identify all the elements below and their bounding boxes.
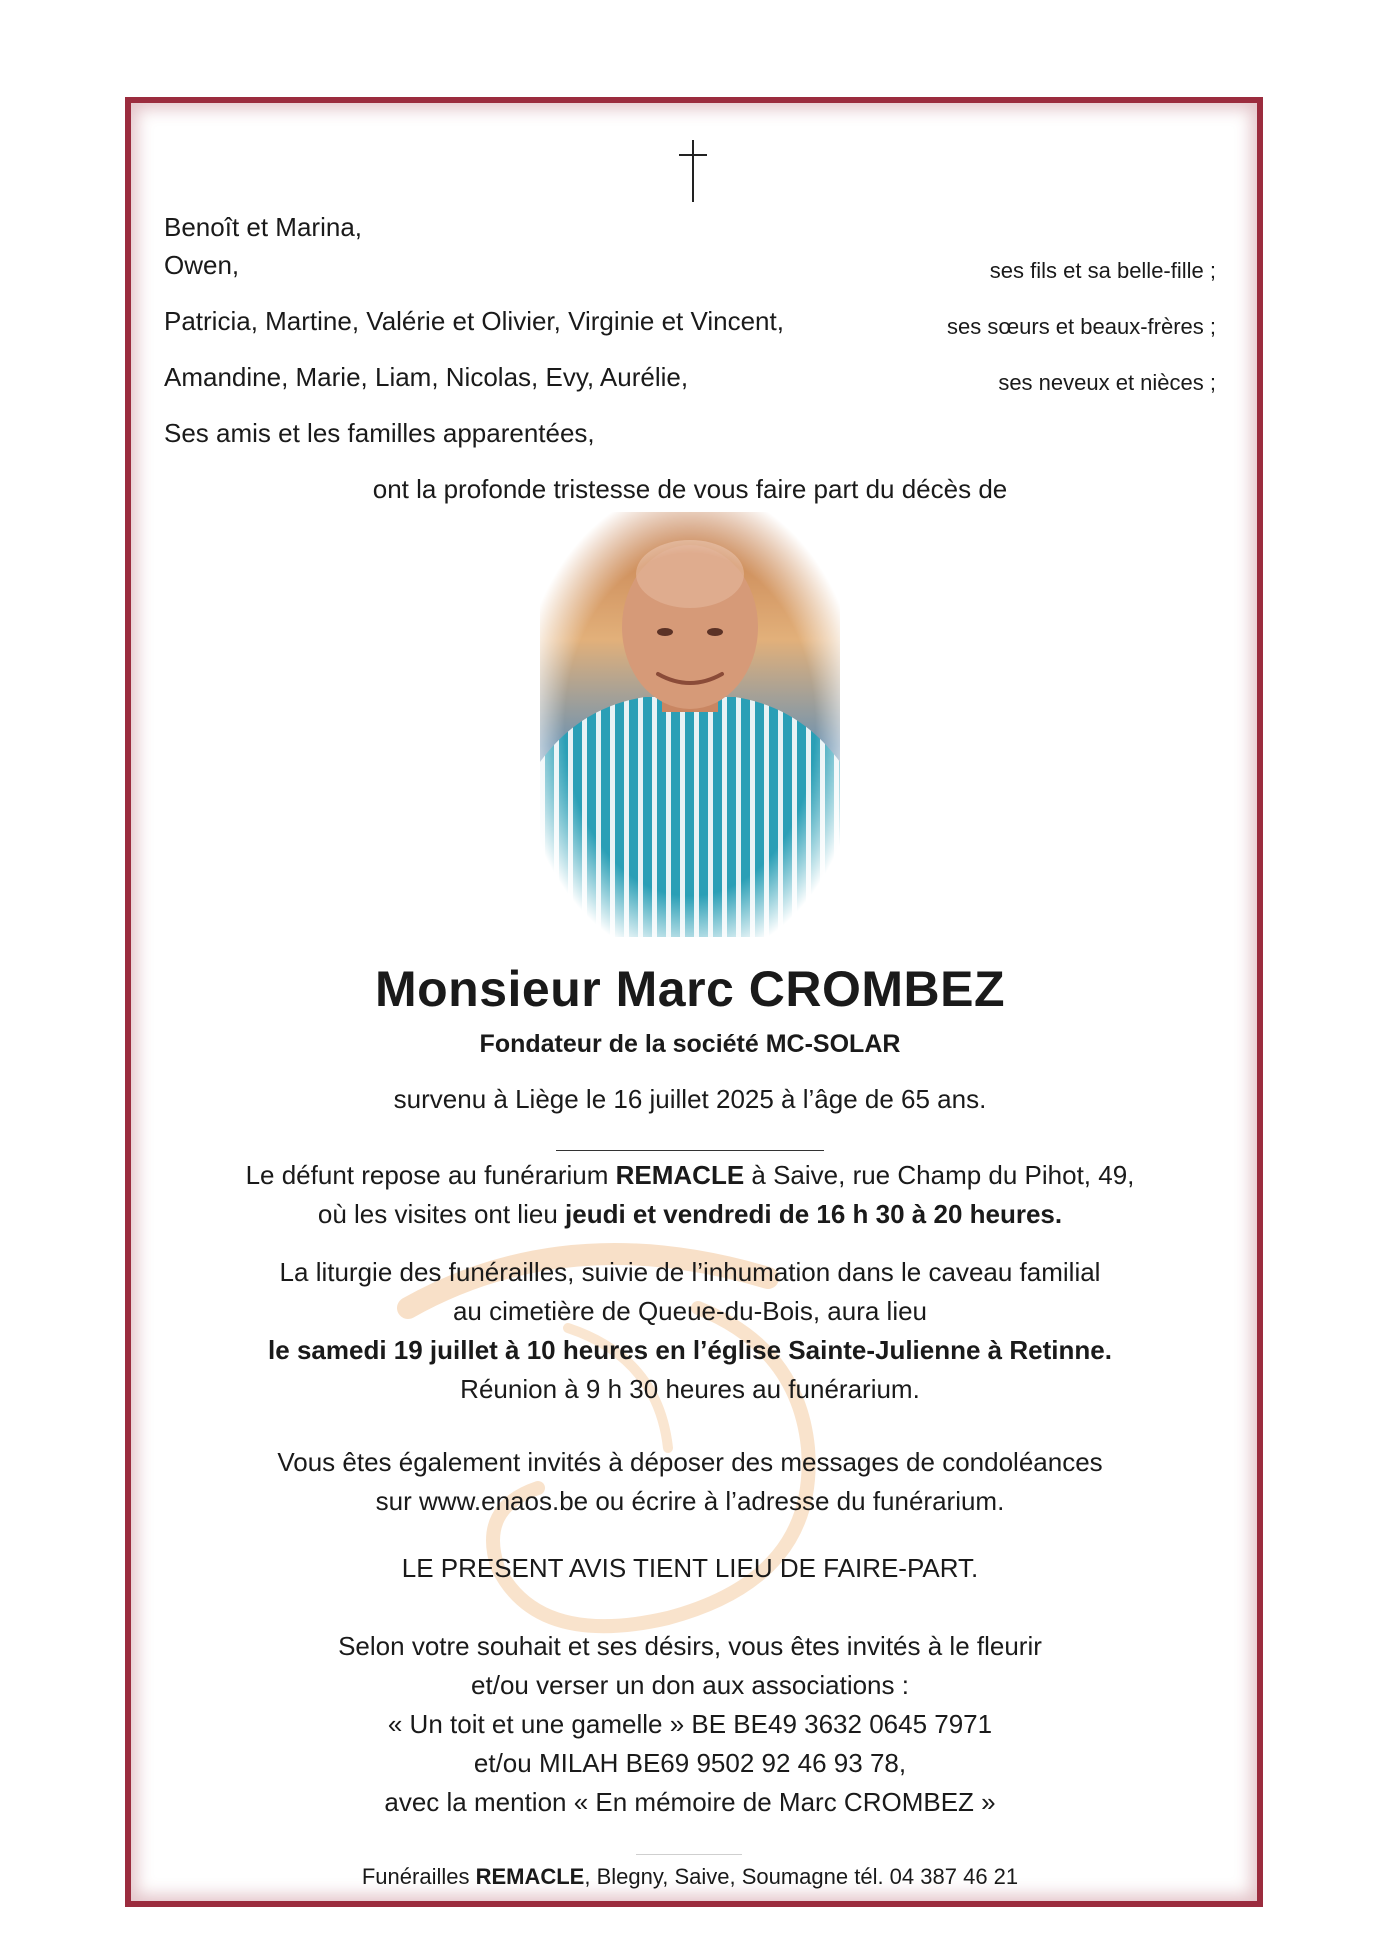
family-row <box>164 212 1216 252</box>
funeral-home-name: REMACLE <box>615 1160 745 1190</box>
ceremony-datetime-text: le samedi 19 juillet à 10 heures en l’église Sainte-Julienne à Retinne. <box>268 1335 1112 1365</box>
visitation-text: Le défunt repose au funérarium <box>245 1160 616 1190</box>
donations-line: et/ou verser un don aux associations : <box>471 1670 909 1700</box>
condolences-line: sur www.enaos.be ou écrire à l’adresse du funérarium. <box>375 1486 1005 1516</box>
family-relation: ses sœurs et beaux-frères ; <box>947 314 1216 339</box>
notice-text: LE PRESENT AVIS TIENT LIEU DE FAIRE-PART. <box>401 1553 979 1583</box>
divider <box>556 1150 824 1151</box>
footer-text: Funérailles <box>361 1864 476 1889</box>
cross-icon <box>678 138 708 204</box>
visitation-line <box>164 1160 1216 1191</box>
visitation-text: où les visites ont lieu <box>317 1199 566 1229</box>
family-names: Amandine, Marie, Liam, Nicolas, Evy, Aurélie, <box>164 362 689 392</box>
deceased-name: Monsieur Marc CROMBEZ <box>374 961 1005 1017</box>
visitation-hours-line <box>164 1199 1216 1230</box>
family-row <box>164 250 1216 290</box>
deceased-title: Fondateur de la société MC-SOLAR <box>479 1030 901 1058</box>
family-names: Benoît et Marina, <box>164 212 362 242</box>
death-info: survenu à Liège le 16 juillet 2025 à l’âge de 65 ans. <box>393 1084 987 1114</box>
donations-line: Selon votre souhait et ses désirs, vous êtes invités à le fleurir <box>338 1631 1042 1661</box>
footer-contact: , Blegny, Saive, Soumagne tél. 04 387 46 21 <box>584 1864 1019 1889</box>
footer <box>164 1864 1216 1890</box>
donations-line: avec la mention « En mémoire de Marc CROMBEZ » <box>384 1787 996 1817</box>
footer-divider <box>636 1854 742 1855</box>
family-row <box>164 362 1216 402</box>
ceremony-line: Réunion à 9 h 30 heures au funérarium. <box>460 1374 920 1404</box>
family-relation: ses fils et sa belle-fille ; <box>989 258 1216 283</box>
family-row <box>164 418 1216 458</box>
family-names: Patricia, Martine, Valérie et Olivier, Virginie et Vincent, <box>164 306 784 336</box>
ceremony-line: La liturgie des funérailles, suivie de l’inhumation dans le caveau familial <box>279 1257 1101 1287</box>
footer-company: REMACLE <box>475 1864 585 1889</box>
visitation-address: à Saive, rue Champ du Pihot, 49, <box>744 1160 1135 1190</box>
family-relation: ses neveux et nièces ; <box>998 370 1216 395</box>
family-names: Owen, <box>164 250 240 280</box>
deceased-photo <box>540 512 840 937</box>
ceremony-line: au cimetière de Queue-du-Bois, aura lieu <box>452 1296 928 1326</box>
donations-line: « Un toit et une gamelle » BE BE49 3632 0645 7971 <box>387 1709 993 1739</box>
donations-line: et/ou MILAH BE69 9502 92 46 93 78, <box>473 1748 907 1778</box>
family-names: Ses amis et les familles apparentées, <box>164 418 595 448</box>
announcement-text: ont la profonde tristesse de vous faire part du décès de <box>372 474 1008 504</box>
condolences-line: Vous êtes également invités à déposer des messages de condoléances <box>277 1447 1103 1477</box>
family-row <box>164 306 1216 346</box>
ceremony-datetime <box>164 1335 1216 1366</box>
visitation-hours: jeudi et vendredi de 16 h 30 à 20 heures. <box>565 1199 1063 1229</box>
